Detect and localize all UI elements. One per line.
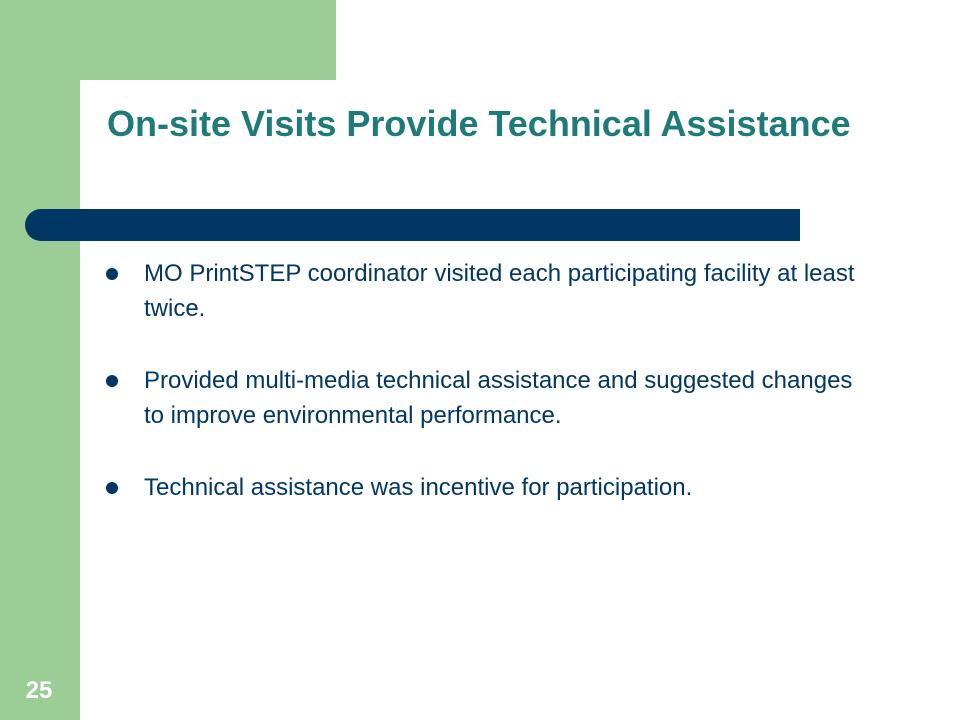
title-divider-bar — [25, 209, 800, 241]
bullet-text: Provided multi-media technical assistance and suggested changes to improve environmental performance. — [144, 367, 853, 429]
bullet-item — [104, 470, 864, 505]
bullet-text: Technical assistance was incentive for participation. — [144, 474, 693, 501]
slide-number: 25 — [25, 677, 53, 704]
bullet-icon — [106, 482, 118, 494]
green-sidebar — [0, 0, 80, 720]
bullet-icon — [106, 268, 118, 280]
green-top-block — [80, 0, 336, 80]
bullet-icon — [106, 375, 118, 387]
slide-title: On-site Visits Provide Technical Assistance — [107, 103, 851, 144]
bullet-item — [104, 256, 864, 326]
bullet-item — [104, 363, 864, 433]
bullet-text: MO PrintSTEP coordinator visited each participating facility at least twice. — [144, 260, 855, 322]
bullet-list — [104, 256, 864, 505]
